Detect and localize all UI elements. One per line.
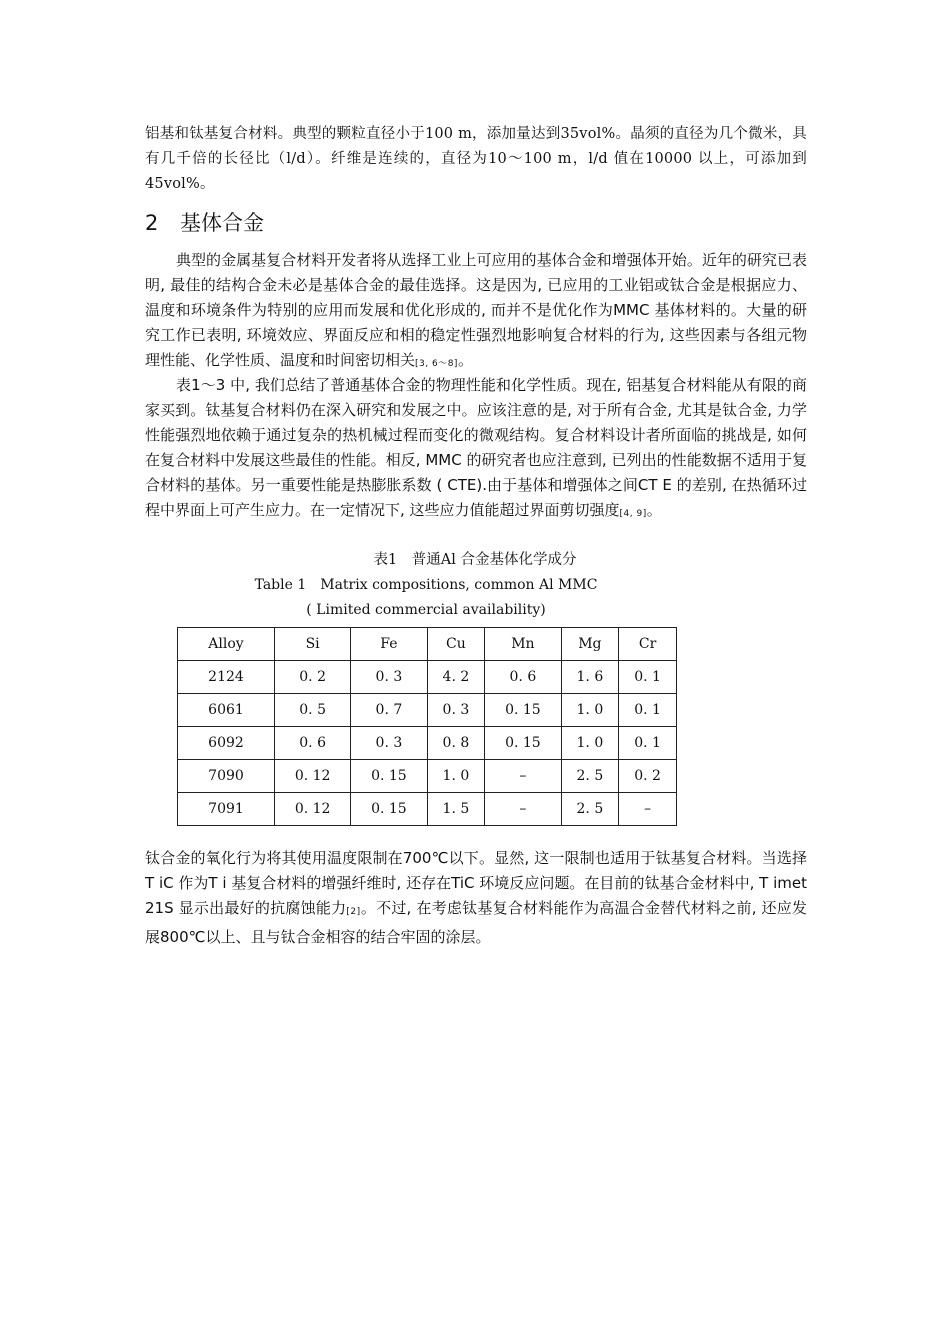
table-row — [178, 760, 677, 793]
table-cell: 6092 — [178, 727, 275, 760]
header-cr: Cr — [619, 628, 677, 661]
citation: [3, 6～8] — [415, 359, 458, 369]
table-cell: 0. 15 — [485, 694, 561, 727]
table-cell: 0. 15 — [485, 727, 561, 760]
table-row — [178, 661, 677, 694]
table-cell: 6061 — [178, 694, 275, 727]
table-cell: 7091 — [178, 793, 275, 826]
header-alloy: Alloy — [178, 628, 275, 661]
table-caption-english: Table 1 Matrix compositions, common Al MMC — [254, 577, 598, 593]
citation: [4, 9] — [619, 509, 647, 519]
table-row — [178, 694, 677, 727]
section-heading — [145, 208, 264, 238]
table-cell: 0. 3 — [351, 661, 427, 694]
table-cell: – — [485, 760, 561, 793]
table-caption-chinese: 表1 普通Al 合金基体化学成分 — [373, 552, 577, 568]
header-mn: Mn — [485, 628, 561, 661]
table-cell: 0. 7 — [351, 694, 427, 727]
table-cell: 0. 1 — [619, 727, 677, 760]
table-cell: 0. 15 — [351, 760, 427, 793]
table-cell: 0. 8 — [427, 727, 485, 760]
header-cu: Cu — [427, 628, 485, 661]
table-cell: 0. 3 — [351, 727, 427, 760]
table-cell: – — [619, 793, 677, 826]
table-cell: 2124 — [178, 661, 275, 694]
table-cell: 2. 5 — [561, 760, 619, 793]
table-cell: 2. 5 — [561, 793, 619, 826]
header-mg: Mg — [561, 628, 619, 661]
table-cell: 7090 — [178, 760, 275, 793]
table-cell: 1. 0 — [427, 760, 485, 793]
table-cell: 0. 2 — [619, 760, 677, 793]
section-number: 2 — [145, 211, 159, 235]
table-cell: – — [485, 793, 561, 826]
paragraph-text: 钛合金的氧化行为将其使用温度限制在700℃以下。显然, 这一限制也适用于钛基复合材料。当选择T iC 作为T i 基复合材料的增强纤维时, 还存在TiC 环境反应问题。在目前的钛基合金材料中, T imet 21S 显示出最好的抗腐蚀能力 — [145, 849, 807, 917]
table-cell: 1. 5 — [427, 793, 485, 826]
table-cell: 1. 6 — [561, 661, 619, 694]
table-cell: 0. 6 — [275, 727, 351, 760]
table-cell: 1. 0 — [561, 694, 619, 727]
header-fe: Fe — [351, 628, 427, 661]
paragraph-text: 典型的金属基复合材料开发者将从选择工业上可应用的基体合金和增强体开始。近年的研究已表明, 最佳的结构合金未必是基体合金的最佳选择。这是因为, 已应用的工业铝或钛合金是根据应力、温度和环境条件为特别的应用而发展和优化形成的, 而并不是优化作为MMC 基体材料的。大量的研究工作已表明, 环境效应、界面反应和相的稳定性强烈地影响复合材料的行为, 这些因素与各组元物理性能、化学性质、温度和时间密切相关 — [145, 251, 807, 369]
table-header-row — [178, 628, 677, 661]
table-row — [178, 727, 677, 760]
matrix-composition-table — [177, 627, 677, 826]
table-cell: 0. 3 — [427, 694, 485, 727]
paragraph-end: 。不过, 在考虑钛基复合材料能作为高温合金替代材料之前, 还应发展800℃以上、且与钛合金相容的结合牢固的涂层。 — [145, 899, 807, 946]
paragraph-text: 表1～3 中, 我们总结了普通基体合金的物理性能和化学性质。现在, 铝基复合材料能从有限的商家买到。钛基复合材料仍在深入研究和发展之中。应该注意的是, 对于所有合金, 尤其是钛合金, 力学性能强烈地依赖于通过复杂的热机械过程而变化的微观结构。复合材料设计者所面临的挑战是, 如何在复合材料中发展这些最佳的性能。相反, MMC 的研究者也应注意到, 已列出的性能数据不适用于复合材料的基体。另一重要性能是热膨胀系数 ( CTE).由于基体和增强体之间CT E 的差别, 在热循环过程中界面上可产生应力。在一定情况下, 这些应力值能超过界面剪切强度 — [145, 376, 807, 519]
table-caption-subtitle: ( Limited commercial availability) — [306, 602, 546, 618]
table-cell: 0. 2 — [275, 661, 351, 694]
intro-paragraph: 铝基和钛基复合材料。典型的颗粒直径小于100 m，添加量达到35vol%。晶须的直径为几个微米，具有几千倍的长径比（l/d）。纤维是连续的，直径为10～100 m，l/d 值在10000 以上，可添加到45vol%。 — [145, 126, 807, 192]
table-cell: 0. 1 — [619, 661, 677, 694]
section-title: 基体合金 — [180, 211, 264, 235]
table-cell: 4. 2 — [427, 661, 485, 694]
citation: [2] — [346, 907, 361, 917]
table-cell: 0. 6 — [485, 661, 561, 694]
paragraph-end: 。 — [646, 501, 662, 519]
table-row — [178, 793, 677, 826]
table-cell: 0. 15 — [351, 793, 427, 826]
paragraph-matrix-selection — [145, 248, 807, 377]
header-si: Si — [275, 628, 351, 661]
paragraph-properties — [145, 373, 807, 527]
table-cell: 0. 5 — [275, 694, 351, 727]
table-cell: 0. 12 — [275, 793, 351, 826]
table-cell: 0. 1 — [619, 694, 677, 727]
table-cell: 1. 0 — [561, 727, 619, 760]
paragraph-end: 。 — [457, 351, 473, 369]
paragraph-titanium-oxidation — [145, 846, 807, 950]
table-cell: 0. 12 — [275, 760, 351, 793]
